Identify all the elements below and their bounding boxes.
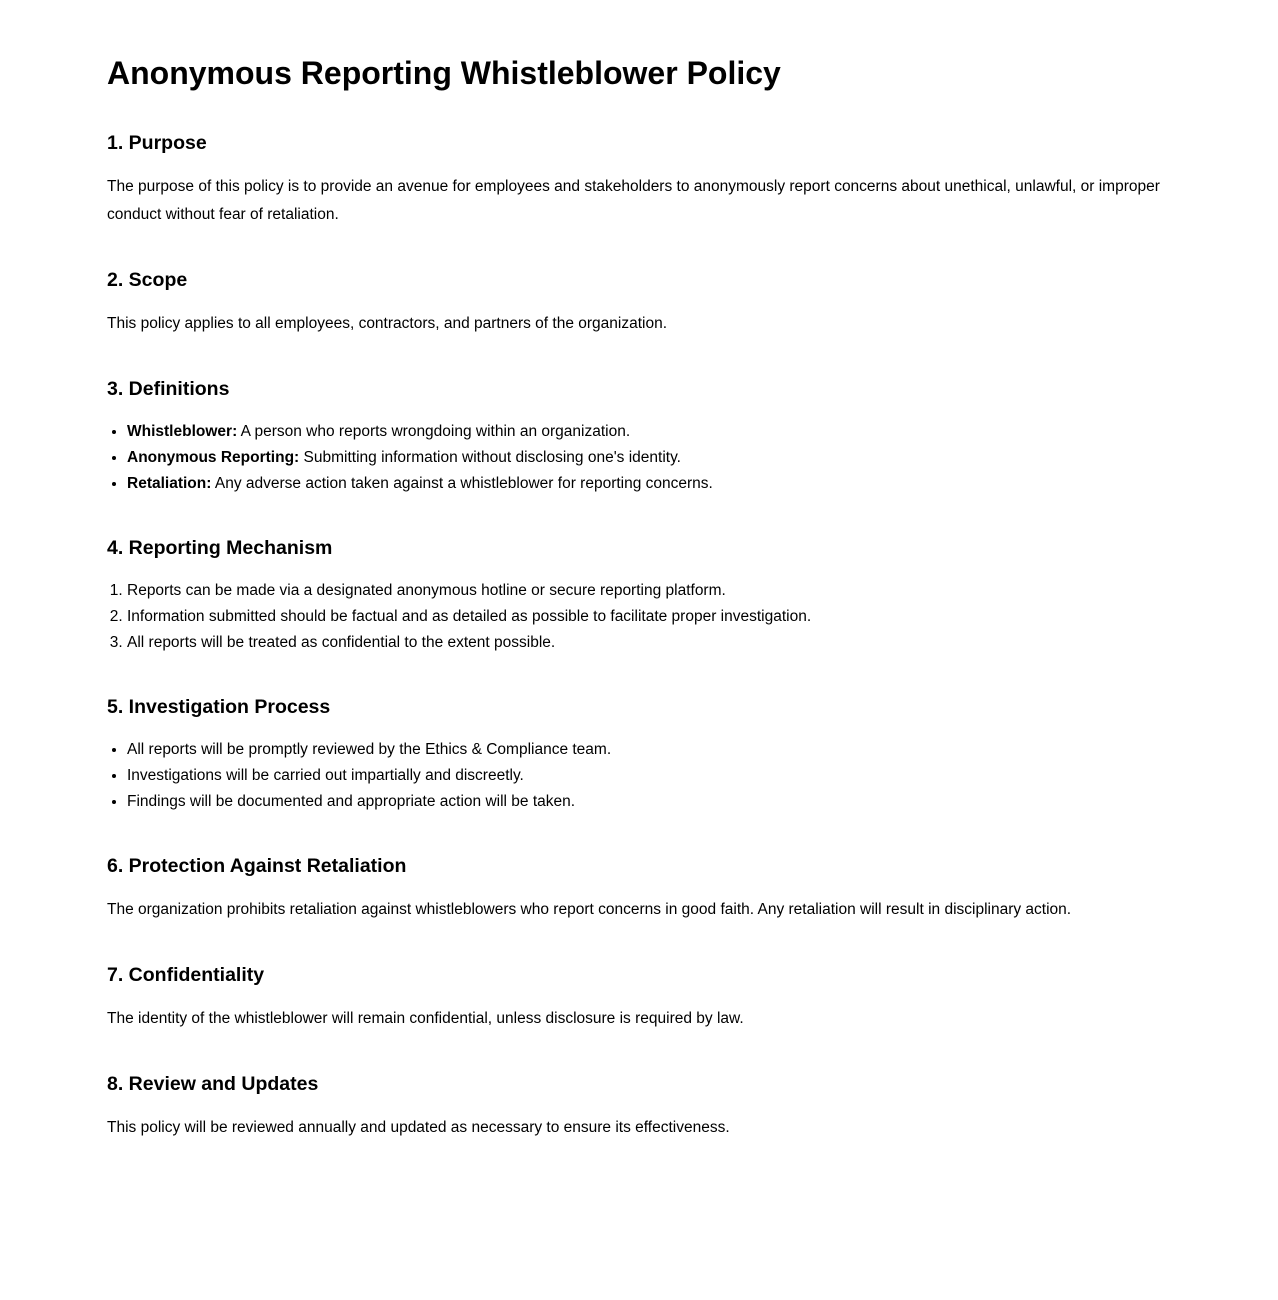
- section-paragraph: The organization prohibits retaliation against whistleblowers who report concerns in good faith. Any retaliation will result in disciplinary action.: [107, 901, 1072, 918]
- section-heading: 2. Scope: [107, 269, 188, 291]
- definition-term: Retaliation:: [127, 475, 212, 492]
- section-investigation-process: [107, 696, 1171, 815]
- section-paragraph: The purpose of this policy is to provide an avenue for employees and stakeholders to anonymously report concerns about unethical, unlawful, or improper conduct without fear of retaliation.: [107, 178, 1160, 223]
- section-heading: 3. Definitions: [107, 378, 230, 400]
- section-heading: 5. Investigation Process: [107, 696, 331, 718]
- section-paragraph: The identity of the whistleblower will remain confidential, unless disclosure is required by law.: [107, 1010, 744, 1027]
- section-definitions: [107, 378, 1171, 497]
- definition-text: A person who reports wrongdoing within an organization.: [237, 423, 631, 440]
- definitions-list: [107, 419, 1171, 497]
- section-heading: 6. Protection Against Retaliation: [107, 855, 407, 877]
- section-heading: 7. Confidentiality: [107, 964, 265, 986]
- section-paragraph: This policy applies to all employees, contractors, and partners of the organization.: [107, 315, 668, 332]
- list-item: 3. All reports will be treated as confidential to the extent possible.: [127, 630, 1171, 656]
- section-purpose: [107, 132, 1171, 229]
- definition-text: Any adverse action taken against a whistleblower for reporting concerns.: [211, 475, 713, 492]
- definition-term: Whistleblower:: [127, 423, 238, 440]
- section-heading: 4. Reporting Mechanism: [107, 537, 333, 559]
- section-protection-against-retaliation: [107, 855, 1171, 924]
- section-heading: 1. Purpose: [107, 132, 207, 154]
- page-title: Anonymous Reporting Whistleblower Policy: [107, 55, 781, 91]
- list-item: 1. Reports can be made via a designated anonymous hotline or secure reporting platform.: [127, 578, 1171, 604]
- section-scope: [107, 269, 1171, 338]
- section-confidentiality: [107, 964, 1171, 1033]
- definition-item: [127, 471, 1171, 497]
- definition-item: [127, 419, 1171, 445]
- section-review-and-updates: [107, 1073, 1171, 1142]
- list-item: 2. Information submitted should be factual and as detailed as possible to facilitate proper investigation.: [127, 604, 1171, 630]
- reporting-steps-list: [107, 578, 1171, 656]
- definition-item: [127, 445, 1171, 471]
- list-item: • All reports will be promptly reviewed by the Ethics & Compliance team.: [127, 737, 1171, 763]
- section-paragraph: This policy will be reviewed annually and updated as necessary to ensure its effectiveness.: [107, 1119, 730, 1136]
- list-item: • Findings will be documented and appropriate action will be taken.: [127, 789, 1171, 815]
- definition-text: Submitting information without disclosing one's identity.: [299, 449, 681, 466]
- list-item: • Investigations will be carried out impartially and discreetly.: [127, 763, 1171, 789]
- section-heading: 8. Review and Updates: [107, 1073, 319, 1095]
- definition-term: Anonymous Reporting:: [127, 449, 300, 466]
- investigation-list: [107, 737, 1171, 815]
- section-reporting-mechanism: [107, 537, 1171, 656]
